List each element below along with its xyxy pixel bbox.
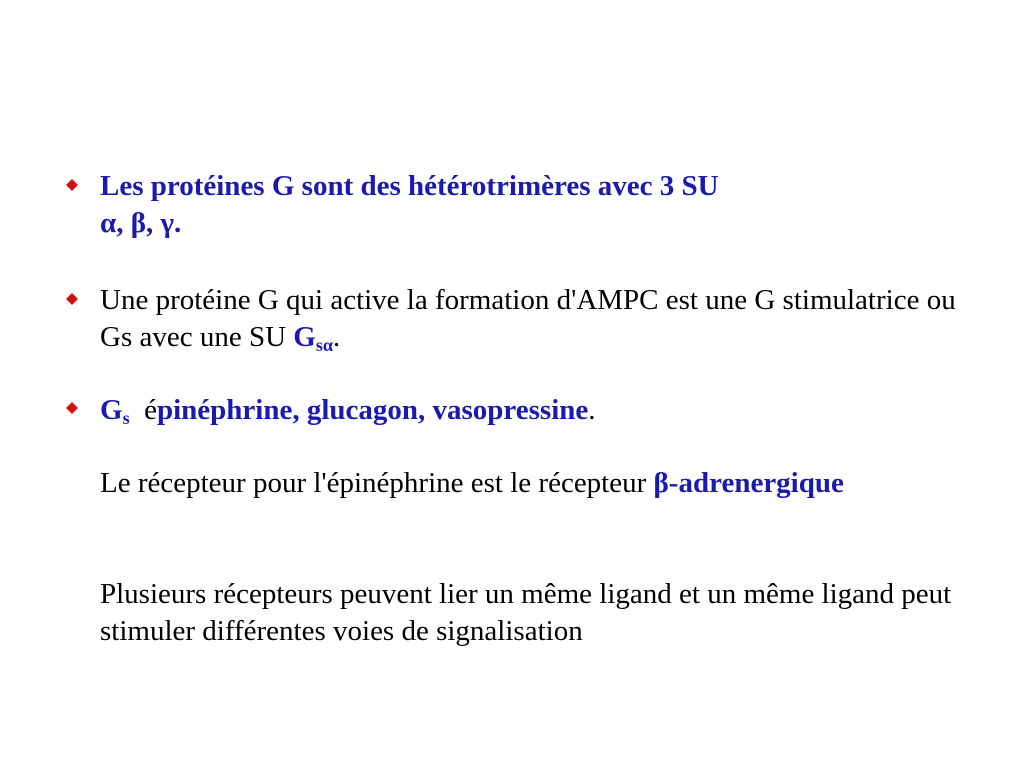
- diamond-bullet-icon: [66, 179, 78, 191]
- para1-text: Le récepteur pour l'épinéphrine est le récepteur: [100, 467, 654, 499]
- item2-text: Une protéine G qui active la formation d'AMPC est une G stimulatrice ou Gs avec une SU: [100, 284, 956, 353]
- diamond-bullet-icon: [66, 402, 78, 414]
- period: .: [332, 321, 341, 353]
- alpha-symbol: α: [100, 207, 117, 239]
- item1-text: Les protéines G sont des hétérotrimères avec 3 SU: [100, 170, 719, 202]
- beta-symbol: β: [130, 207, 146, 239]
- bullet-item-gs-ligands: [100, 392, 980, 429]
- g-s-label: [100, 394, 130, 426]
- gamma-symbol: γ: [160, 207, 175, 239]
- para2-text: Plusieurs récepteurs peuvent lier un même ligand et un même ligand peut stimuler différentes voies de signalisation: [100, 578, 952, 647]
- g-letter: G: [100, 394, 123, 426]
- beta-adrenergic-term: β-adrenergique: [653, 467, 844, 499]
- e-accent-letter: é: [129, 394, 157, 426]
- paragraph-beta-receptor: [100, 465, 980, 502]
- diamond-bullet-icon: [66, 293, 78, 305]
- separator: ,: [116, 207, 131, 239]
- g-letter: G: [293, 321, 316, 353]
- period: .: [174, 207, 182, 239]
- separator: ,: [145, 207, 161, 239]
- paragraph-multiple-receptors: [100, 576, 980, 650]
- bullet-item-gs-definition: [100, 282, 980, 356]
- period: .: [588, 394, 596, 426]
- ligand-list: pinéphrine, glucagon, vasopressine: [156, 394, 589, 426]
- g-s-alpha-label: [293, 321, 333, 353]
- s-alpha-subscript: sα: [315, 335, 333, 355]
- s-subscript: s: [122, 408, 130, 428]
- bullet-item-g-proteins: [100, 168, 980, 242]
